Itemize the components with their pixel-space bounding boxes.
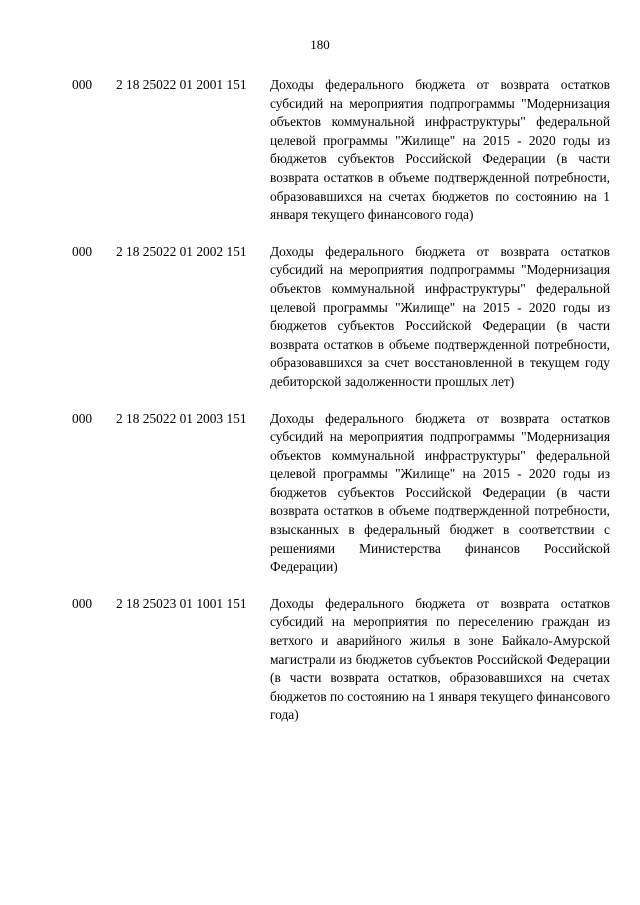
administrator-code: 000 [72, 595, 93, 611]
administrator-code: 000 [72, 243, 93, 259]
administrator-code: 000 [72, 410, 93, 426]
table-row [72, 76, 610, 225]
table-row [72, 595, 610, 725]
revenue-code: 2 18 25022 01 2001 151 [116, 77, 247, 92]
revenue-description: Доходы федерального бюджета от возврата остатков субсидий на мероприятия подпрограммы "Модернизация объектов коммунальной инфраструктуры" федеральной целевой программы "Жилище" на 2015 - 2020 годы из бюджетов субъектов Российской Федерации (в части возврата остатков в объеме подтвержденной потребности, взысканных в федеральный бюджет в соответствии с решениями Министерства финансов Российской Федерации) [270, 410, 610, 575]
page-number: 180 [310, 37, 330, 52]
revenue-code: 2 18 25023 01 1001 151 [116, 595, 247, 611]
revenue-description: Доходы федерального бюджета от возврата остатков субсидий на мероприятия подпрограммы "Модернизация объектов коммунальной инфраструктуры" федеральной целевой программы "Жилище" на 2015 - 2020 годы из бюджетов субъектов Российской Федерации (в части возврата остатков в объеме подтвержденной потребности, образовавшихся за счет восстановленной в текущем году дебиторской задолженности прошлых лет) [270, 243, 610, 389]
revenue-code: 2 18 25022 01 2002 151 [116, 243, 247, 259]
revenue-code: 2 18 25022 01 2003 151 [116, 410, 247, 426]
administrator-code: 000 [72, 77, 93, 92]
budget-classification-table [72, 76, 610, 743]
revenue-description: Доходы федерального бюджета от возврата остатков субсидий на мероприятия по переселению граждан из ветхого и аварийного жилья в зоне Байкало-Амурской магистрали из бюджетов субъектов Российской Федерации (в части возврата остатков, образовавшихся на счетах бюджетов по состоянию на 1 января текущего финансового года) [270, 595, 611, 723]
table-row [72, 410, 610, 577]
table-row [72, 243, 610, 392]
revenue-description: Доходы федерального бюджета от возврата остатков субсидий на мероприятия подпрограммы "Модернизация объектов коммунальной инфраструктуры" федеральной целевой программы "Жилище" на 2015 - 2020 годы из бюджетов субъектов Российской Федерации (в части возврата остатков в объеме подтвержденной потребности, образовавшихся на счетах бюджетов по состоянию на 1 января текущего финансового года) [270, 77, 610, 223]
